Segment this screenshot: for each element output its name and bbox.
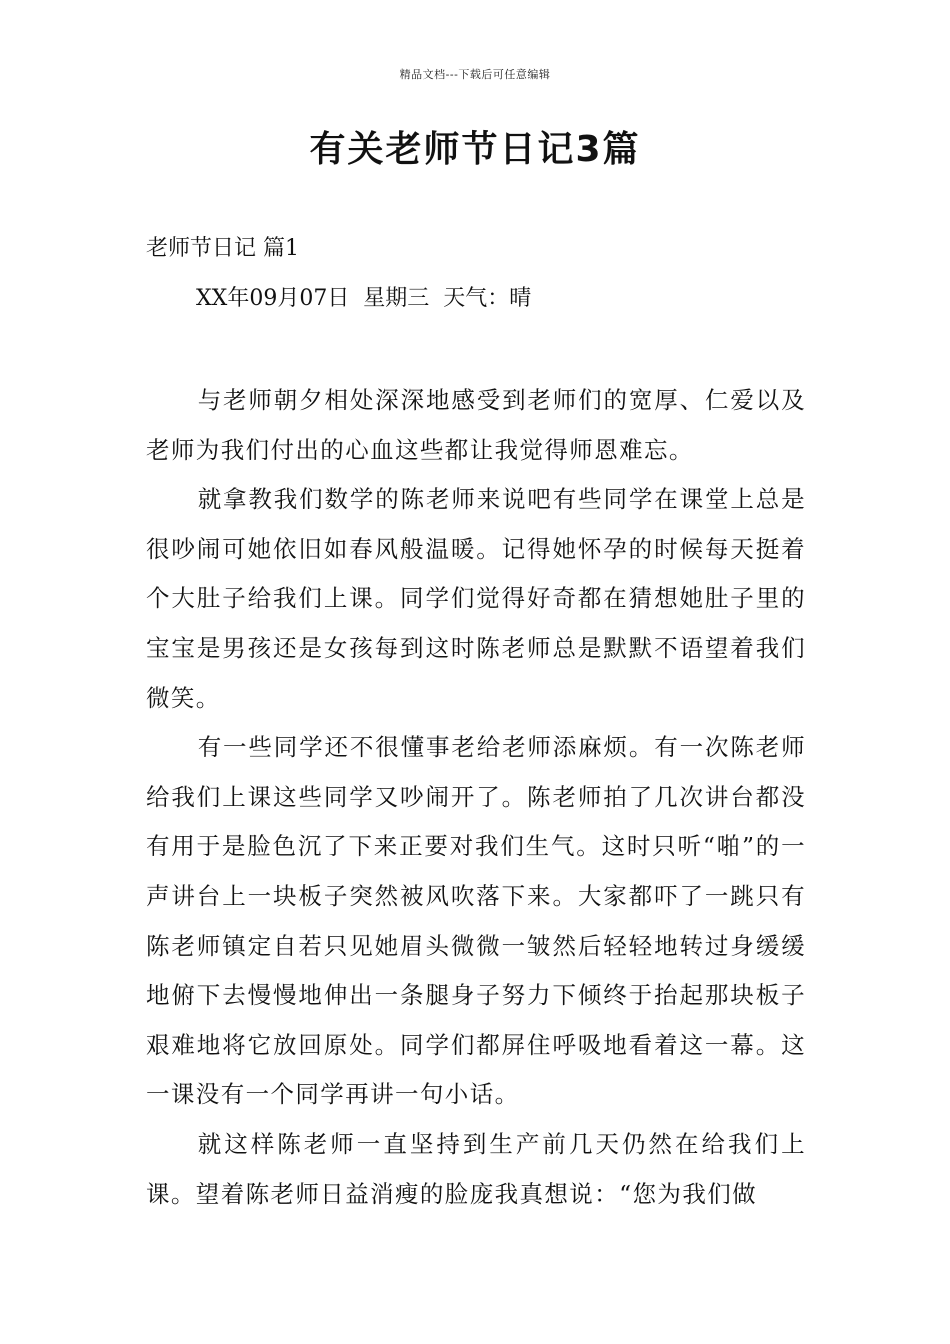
paragraph-2: 就拿教我们数学的陈老师来说吧有些同学在课堂上总是很吵闹可她依旧如春风般温暖。记得她怀孕的时候每天挺着个大肚子给我们上课。同学们觉得好奇都在猜想她肚子里的宝宝是男孩还是女孩每到这时陈老师总是默默不语望着我们微笑。 bbox=[146, 485, 806, 712]
paragraph-3: 有一些同学还不很懂事老给老师添麻烦。有一次陈老师给我们上课这些同学又吵闹开了。陈老师拍了几次讲台都没有用于是脸色沉了下来正要对我们生气。这时只听“啪”的一声讲台上一块板子突然被风吹落下来。大家都吓了一跳只有陈老师镇定自若只见她眉头微微一皱然后轻轻地转过身缓缓地俯下去慢慢地伸出一条腿身子努力下倾终于抬起那块板子艰难地将它放回原处。同学们都屏住呼吸地看着这一幕。这一课没有一个同学再讲一句小话。 bbox=[146, 733, 806, 1109]
paragraph-1: 与老师朝夕相处深深地感受到老师们的宽厚、仁爱以及老师为我们付出的心血这些都让我觉得师恩难忘。 bbox=[146, 386, 806, 464]
header-note: 精品文档---下载后可任意编辑 bbox=[399, 68, 551, 81]
diary-date-line: XX年09月07日 星期三 天气：晴 bbox=[196, 286, 532, 311]
document-title: 有关老师节日记3篇 bbox=[309, 129, 641, 170]
section-heading: 老师节日记 篇1 bbox=[146, 236, 299, 261]
diary-body bbox=[146, 376, 806, 1219]
paragraph-4: 就这样陈老师一直坚持到生产前几天仍然在给我们上课。望着陈老师日益消瘦的脸庞我真想说：“您为我们做 bbox=[146, 1129, 806, 1208]
